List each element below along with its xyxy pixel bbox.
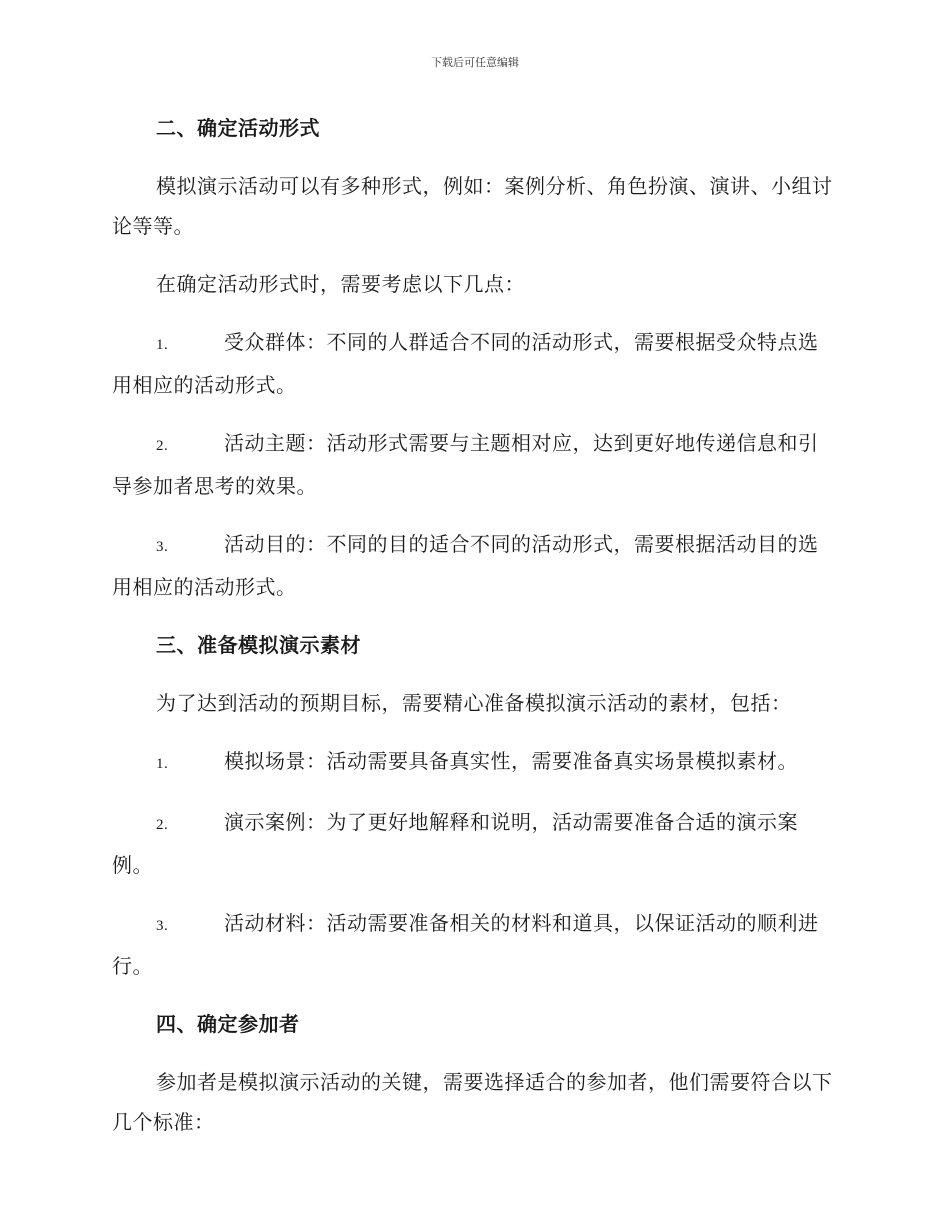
list-item-number: 2.	[156, 438, 169, 454]
page-header: 下载后可任意编辑	[431, 56, 519, 69]
section-2-lead: 在确定活动形式时，需要考虑以下几点：	[156, 272, 525, 296]
list-item	[112, 903, 836, 986]
section-heading-4: 四、确定参加者	[156, 1012, 300, 1036]
list-item	[112, 741, 836, 784]
list-item-text: 演示案例：为了更好地解释和说明，活动需要准备合适的演示案例。	[112, 810, 798, 877]
document-body	[112, 108, 836, 1142]
section-3-intro: 为了达到活动的预期目标，需要精心准备模拟演示活动的素材，包括：	[156, 691, 792, 715]
list-item-number: 2.	[156, 817, 169, 833]
section-heading-3: 三、准备模拟演示素材	[156, 633, 361, 657]
list-item-text: 活动主题：活动形式需要与主题相对应，达到更好地传递信息和引导参加者思考的效果。	[112, 431, 819, 498]
list-item-text: 活动材料：活动需要准备相关的材料和道具，以保证活动的顺利进行。	[112, 911, 819, 978]
section-heading-2: 二、确定活动形式	[156, 116, 320, 140]
list-item	[112, 524, 836, 607]
list-item-number: 1.	[156, 756, 169, 772]
list-item-number: 3.	[156, 918, 169, 934]
section-2-intro: 模拟演示活动可以有多种形式，例如：案例分析、角色扮演、演讲、小组讨论等等。	[112, 174, 833, 238]
list-item-number: 1.	[156, 337, 169, 353]
list-item-number: 3.	[156, 539, 169, 555]
list-item	[112, 802, 836, 885]
list-item-text: 受众群体：不同的人群适合不同的活动形式，需要根据受众特点选用相应的活动形式。	[112, 330, 819, 397]
list-item-text: 模拟场景：活动需要具备真实性，需要准备真实场景模拟素材。	[224, 749, 798, 773]
section-4-intro: 参加者是模拟演示活动的关键，需要选择适合的参加者，他们需要符合以下几个标准：	[112, 1070, 833, 1134]
list-item	[112, 322, 836, 405]
list-item	[112, 423, 836, 506]
list-item-text: 活动目的：不同的目的适合不同的活动形式，需要根据活动目的选用相应的活动形式。	[112, 532, 819, 599]
